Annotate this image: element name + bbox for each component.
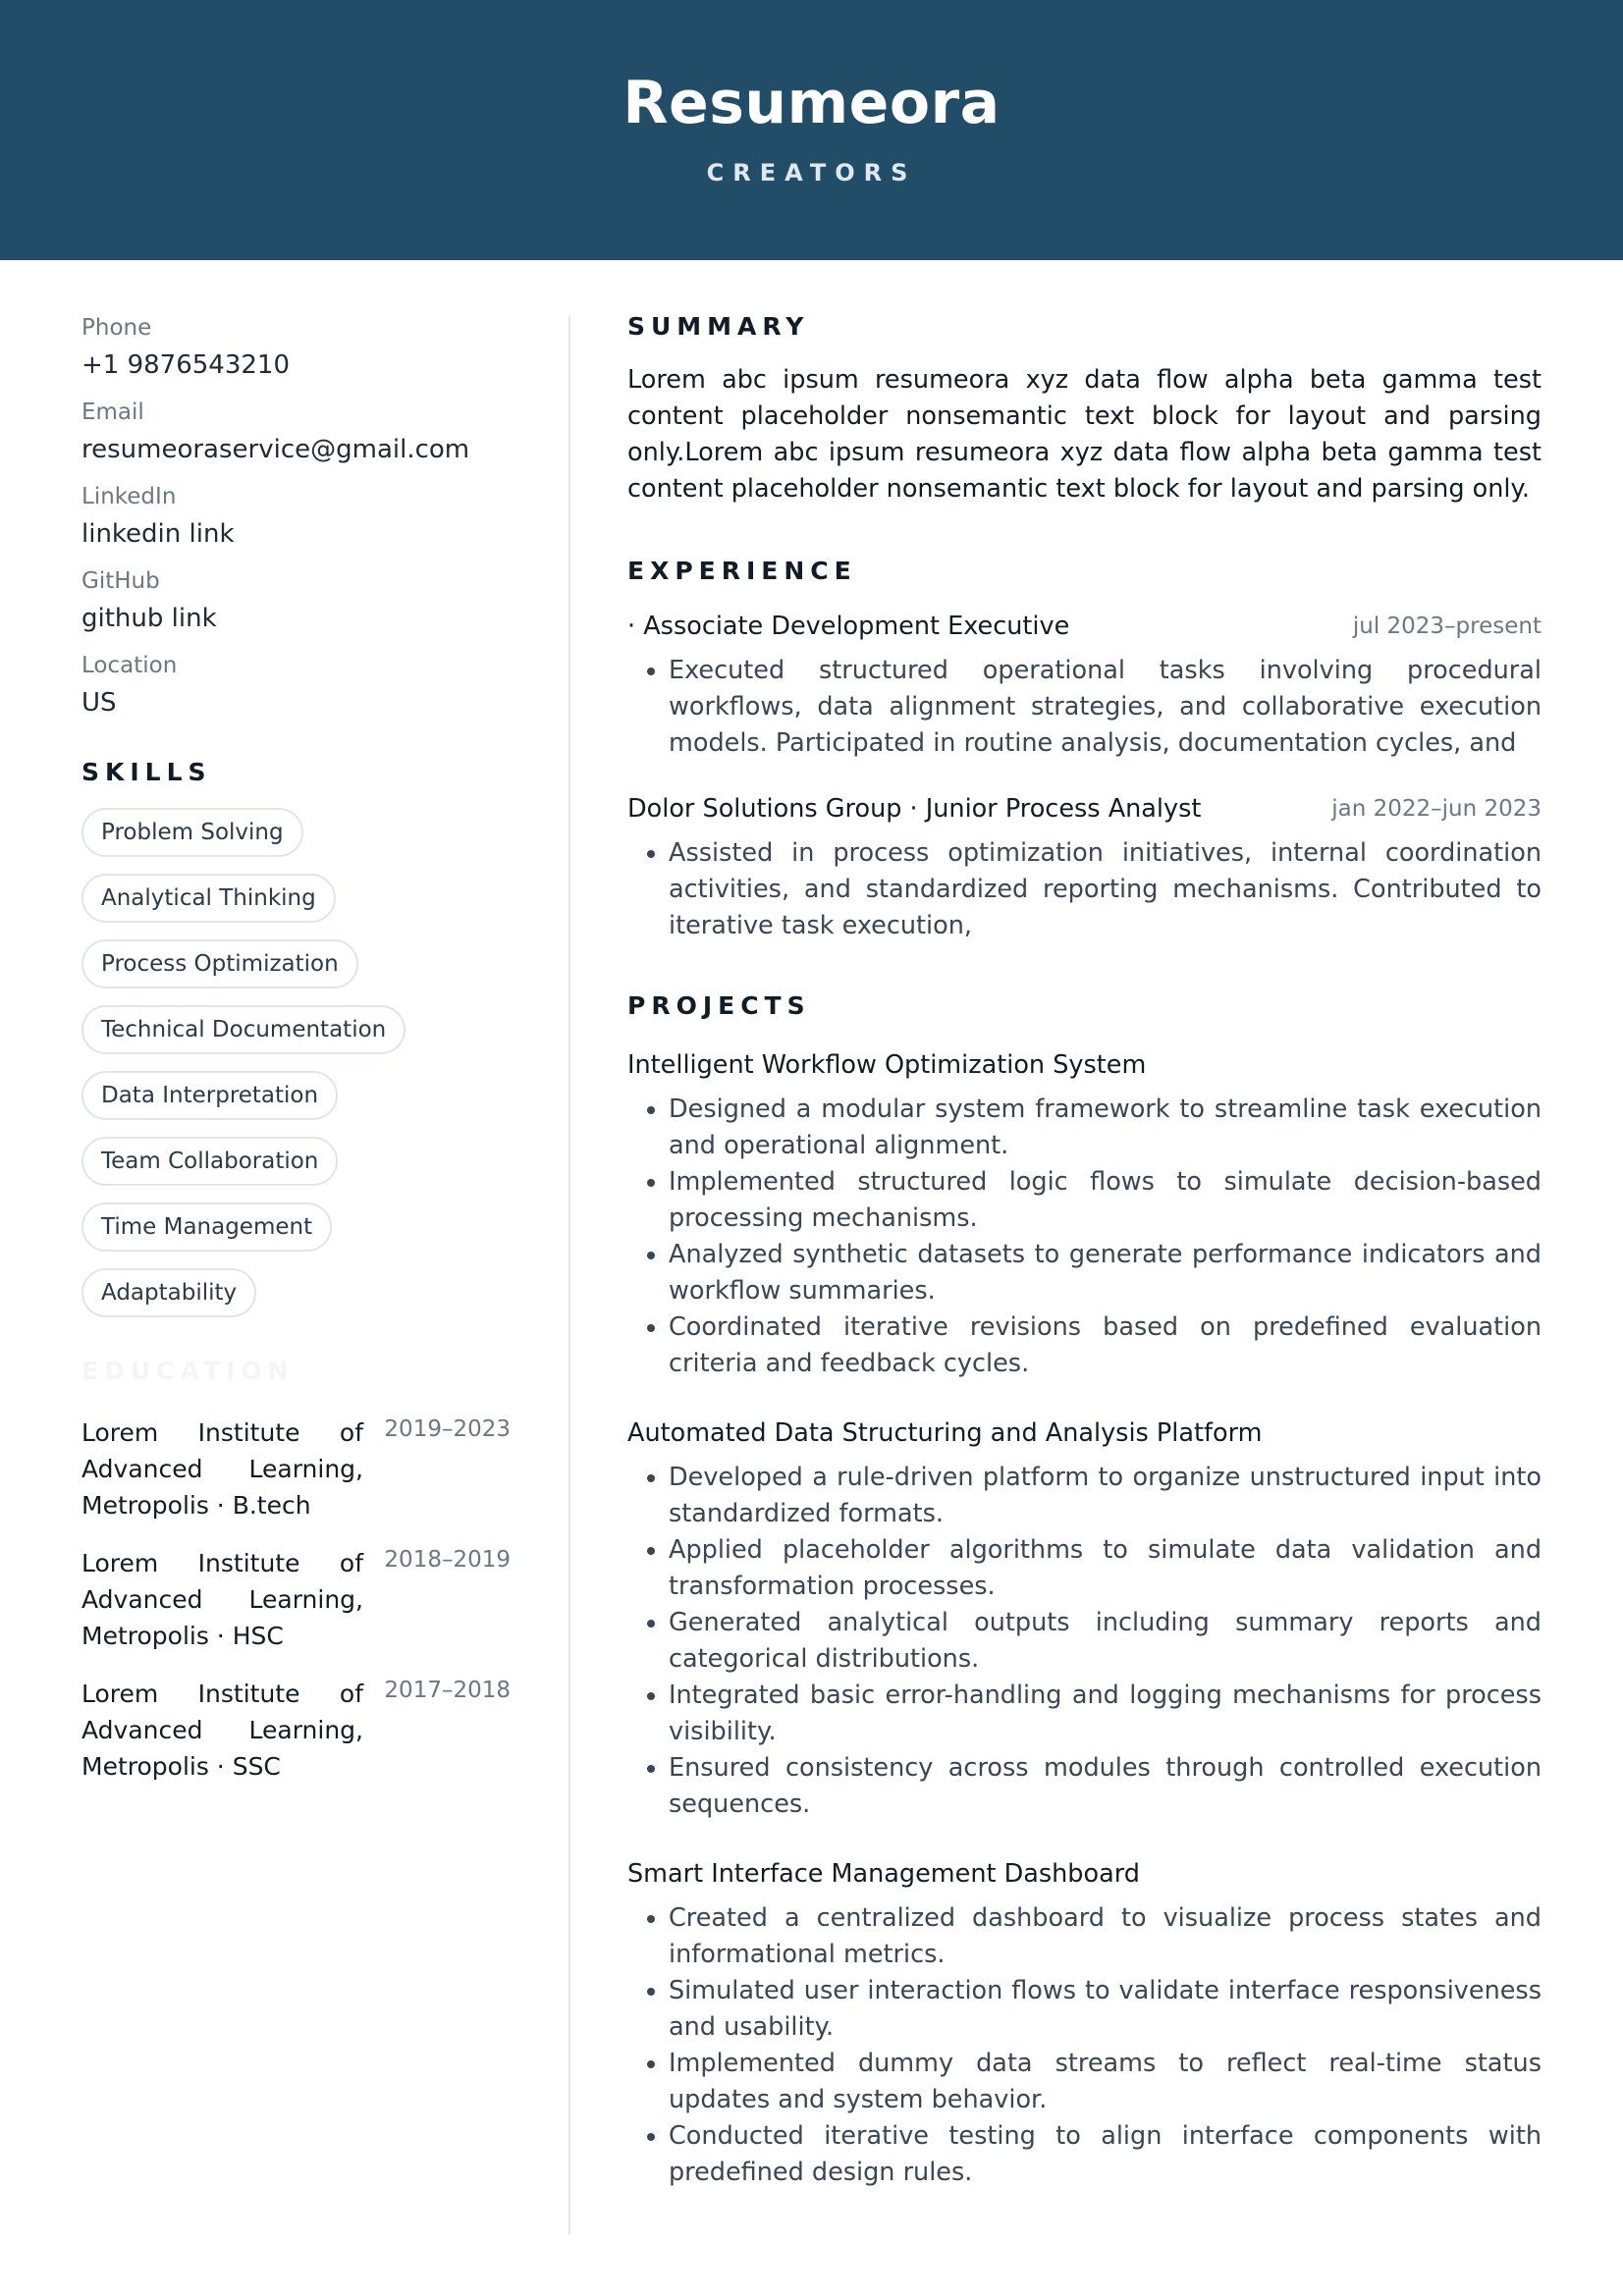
bullet-item: • Executed structured operational tasks involving procedural workflows, data alignment strategies, and collaborative execution models. Participated in routine analysis, documentation cycles, and bbox=[669, 653, 1542, 762]
skills-list bbox=[81, 808, 514, 1317]
contact-block bbox=[81, 312, 514, 721]
bullet-item: • Designed a modular system framework to streamline task execution and operational alignment. bbox=[669, 1092, 1542, 1164]
skill-chip: Data Interpretation bbox=[81, 1071, 338, 1120]
project-name: Intelligent Workflow Optimization System bbox=[627, 1050, 1147, 1080]
project-name: Automated Data Structuring and Analysis Platform bbox=[627, 1418, 1263, 1448]
education-entry bbox=[81, 1676, 511, 1785]
bullet-item: • Ensured consistency across modules through controlled execution sequences. bbox=[669, 1750, 1542, 1823]
resume-header bbox=[0, 0, 1623, 260]
projects-heading: PROJECTS bbox=[627, 991, 811, 1020]
project-bullets bbox=[627, 1092, 1542, 1382]
education-list bbox=[81, 1415, 514, 1785]
contact-value-phone: +1 9876543210 bbox=[81, 350, 291, 380]
skill-chip: Process Optimization bbox=[81, 939, 358, 988]
contact-label-phone: Phone bbox=[81, 315, 152, 341]
education-name: Lorem Institute of Advanced Learning, Metropolis · SSC bbox=[81, 1680, 363, 1781]
education-years: 2018–2019 bbox=[384, 1547, 511, 1573]
contact-label-linkedin: LinkedIn bbox=[81, 484, 177, 509]
project-name: Smart Interface Management Dashboard bbox=[627, 1859, 1140, 1889]
bullet-item: • Coordinated iterative revisions based on predefined evaluation criteria and feedback cycles. bbox=[669, 1309, 1542, 1382]
skill-chip: Adaptability bbox=[81, 1268, 256, 1317]
skill-chip: Technical Documentation bbox=[81, 1005, 406, 1054]
experience-entry bbox=[627, 609, 1542, 762]
summary-text: Lorem abc ipsum resumeora xyz data flow alpha beta gamma test content placeholder nonsemantic text block for layout and parsing only.Lorem abc ipsum resumeora xyz data flow alpha beta gamma test content placeholder nonsemantic text block for layout and parsing only. bbox=[627, 365, 1542, 504]
bullet-item: • Integrated basic error-handling and logging mechanisms for process visibility. bbox=[669, 1678, 1542, 1750]
experience-bullets bbox=[627, 835, 1542, 944]
experience-role-title: Dolor Solutions Group · Junior Process Analyst bbox=[627, 794, 1202, 824]
bullet-item: • Applied placeholder algorithms to simulate data validation and transformation processes. bbox=[669, 1532, 1542, 1605]
bullet-item: • Developed a rule-driven platform to organize unstructured input into standardized formats. bbox=[669, 1460, 1542, 1532]
education-name: Lorem Institute of Advanced Learning, Metropolis · B.tech bbox=[81, 1418, 363, 1520]
contact-label-github: GitHub bbox=[81, 568, 160, 594]
contact-label-location: Location bbox=[81, 653, 178, 678]
education-name: Lorem Institute of Advanced Learning, Metropolis · HSC bbox=[81, 1549, 363, 1650]
contact-value-location: US bbox=[81, 688, 117, 718]
contact-value-linkedin[interactable]: linkedin link bbox=[81, 519, 235, 549]
right-column bbox=[627, 312, 1542, 2224]
education-entry bbox=[81, 1545, 511, 1654]
skills-heading: SKILLS bbox=[81, 758, 212, 786]
skill-chip: Team Collaboration bbox=[81, 1137, 338, 1186]
project-entry bbox=[627, 1856, 1542, 2191]
experience-bullets bbox=[627, 653, 1542, 762]
skill-chip: Problem Solving bbox=[81, 808, 303, 857]
experience-dates: jul 2023–present bbox=[1352, 614, 1542, 639]
bullet-item: • Analyzed synthetic datasets to generate performance indicators and workflow summaries. bbox=[669, 1237, 1542, 1309]
summary-heading: SUMMARY bbox=[627, 312, 810, 341]
skill-chip: Time Management bbox=[81, 1202, 332, 1252]
education-years: 2017–2018 bbox=[384, 1678, 511, 1703]
bullet-item: • Simulated user interaction flows to validate interface responsiveness and usability. bbox=[669, 1973, 1542, 2046]
project-bullets bbox=[627, 1460, 1542, 1823]
left-column bbox=[81, 312, 514, 1806]
experience-entry bbox=[627, 791, 1542, 944]
experience-dates: jan 2022–jun 2023 bbox=[1331, 796, 1542, 822]
contact-value-github[interactable]: github link bbox=[81, 604, 217, 633]
project-entry bbox=[627, 1047, 1542, 1382]
bullet-item: • Implemented structured logic flows to simulate decision-based processing mechanisms. bbox=[669, 1164, 1542, 1237]
bullet-item: • Conducted iterative testing to align interface components with predefined design rules. bbox=[669, 2118, 1542, 2191]
experience-role bbox=[627, 791, 1542, 828]
column-divider bbox=[568, 316, 570, 2235]
education-entry bbox=[81, 1415, 511, 1523]
bullet-item: • Generated analytical outputs including summary reports and categorical distributions. bbox=[669, 1605, 1542, 1678]
skill-chip: Analytical Thinking bbox=[81, 874, 336, 923]
project-entry bbox=[627, 1415, 1542, 1823]
education-heading: EDUCATION bbox=[81, 1357, 295, 1385]
bullet-item: • Created a centralized dashboard to visualize process states and informational metrics. bbox=[669, 1900, 1542, 1973]
bullet-item: • Assisted in process optimization initiatives, internal coordination activities, and standardized reporting mechanisms. Contributed to iterative task execution, bbox=[669, 835, 1542, 944]
experience-role-title: · Associate Development Executive bbox=[627, 612, 1070, 641]
education-years: 2019–2023 bbox=[384, 1416, 511, 1442]
experience-heading: EXPERIENCE bbox=[627, 557, 857, 585]
experience-role bbox=[627, 609, 1542, 645]
resume-name: Resumeora bbox=[622, 69, 1001, 137]
bullet-item: • Implemented dummy data streams to reflect real-time status updates and system behavior. bbox=[669, 2046, 1542, 2118]
contact-label-email: Email bbox=[81, 400, 144, 425]
contact-value-email[interactable]: resumeoraservice@gmail.com bbox=[81, 435, 470, 464]
resume-subtitle: CREATORS bbox=[706, 159, 917, 187]
project-bullets bbox=[627, 1900, 1542, 2191]
